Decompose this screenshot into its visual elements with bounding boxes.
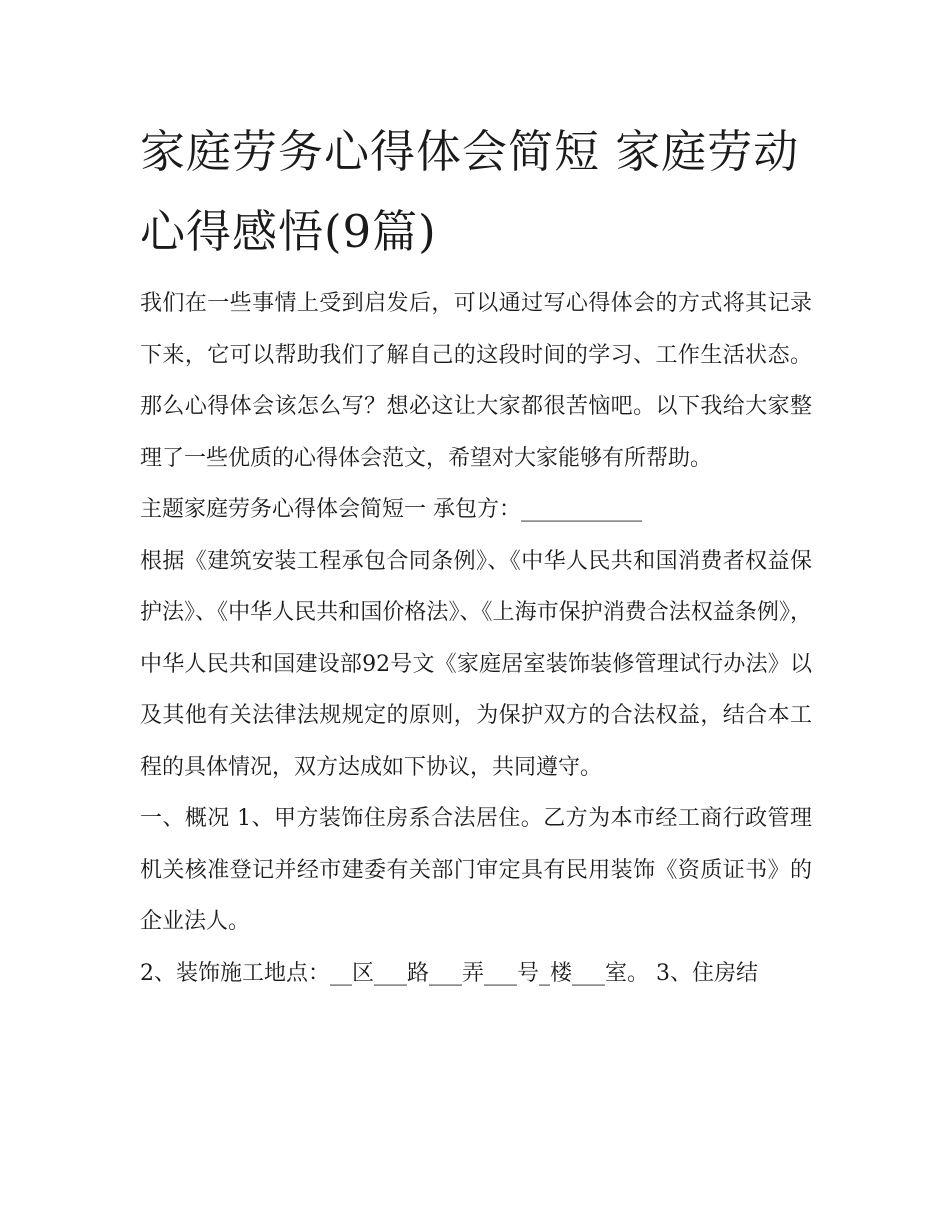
section-heading-paragraph: 主题家庭劳务心得体会简短一 承包方：___________	[140, 497, 642, 522]
document-page	[140, 112, 812, 999]
overview-paragraph: 一、概况 1、甲方装饰住房系合法居住。乙方为本市经工商行政管理机关核准登记并经市建委有关部门审定具有民用装饰《资质证书》的企业法人。	[140, 806, 812, 934]
legal-basis-paragraph: 根据《建筑安装工程承包合同条例》、《中华人民共和国消费者权益保护法》、《中华人民共和国价格法》、《上海市保护消费合法权益条例》，中华人民共和国建设部92号文《家庭居室装饰装修管理试行办法》以及其他有关法律法规规定的原则，为保护双方的合法权益，结合本工程的具体情况，双方达成如下协议，共同遵守。	[140, 548, 812, 780]
intro-paragraph: 我们在一些事情上受到启发后，可以通过写心得体会的方式将其记录下来，它可以帮助我们了解自己的这段时间的学习、工作生活状态。那么心得体会该怎么写？想必这让大家都很苦恼吧。以下我给大家整理了一些优质的心得体会范文，希望对大家能够有所帮助。	[140, 291, 812, 471]
document-title: 家庭劳务心得体会简短 家庭劳动心得感悟(9篇)	[140, 125, 800, 258]
site-address-paragraph: 2、装饰施工地点：__区___路___弄___号_楼___室。 3、住房结	[140, 960, 758, 986]
